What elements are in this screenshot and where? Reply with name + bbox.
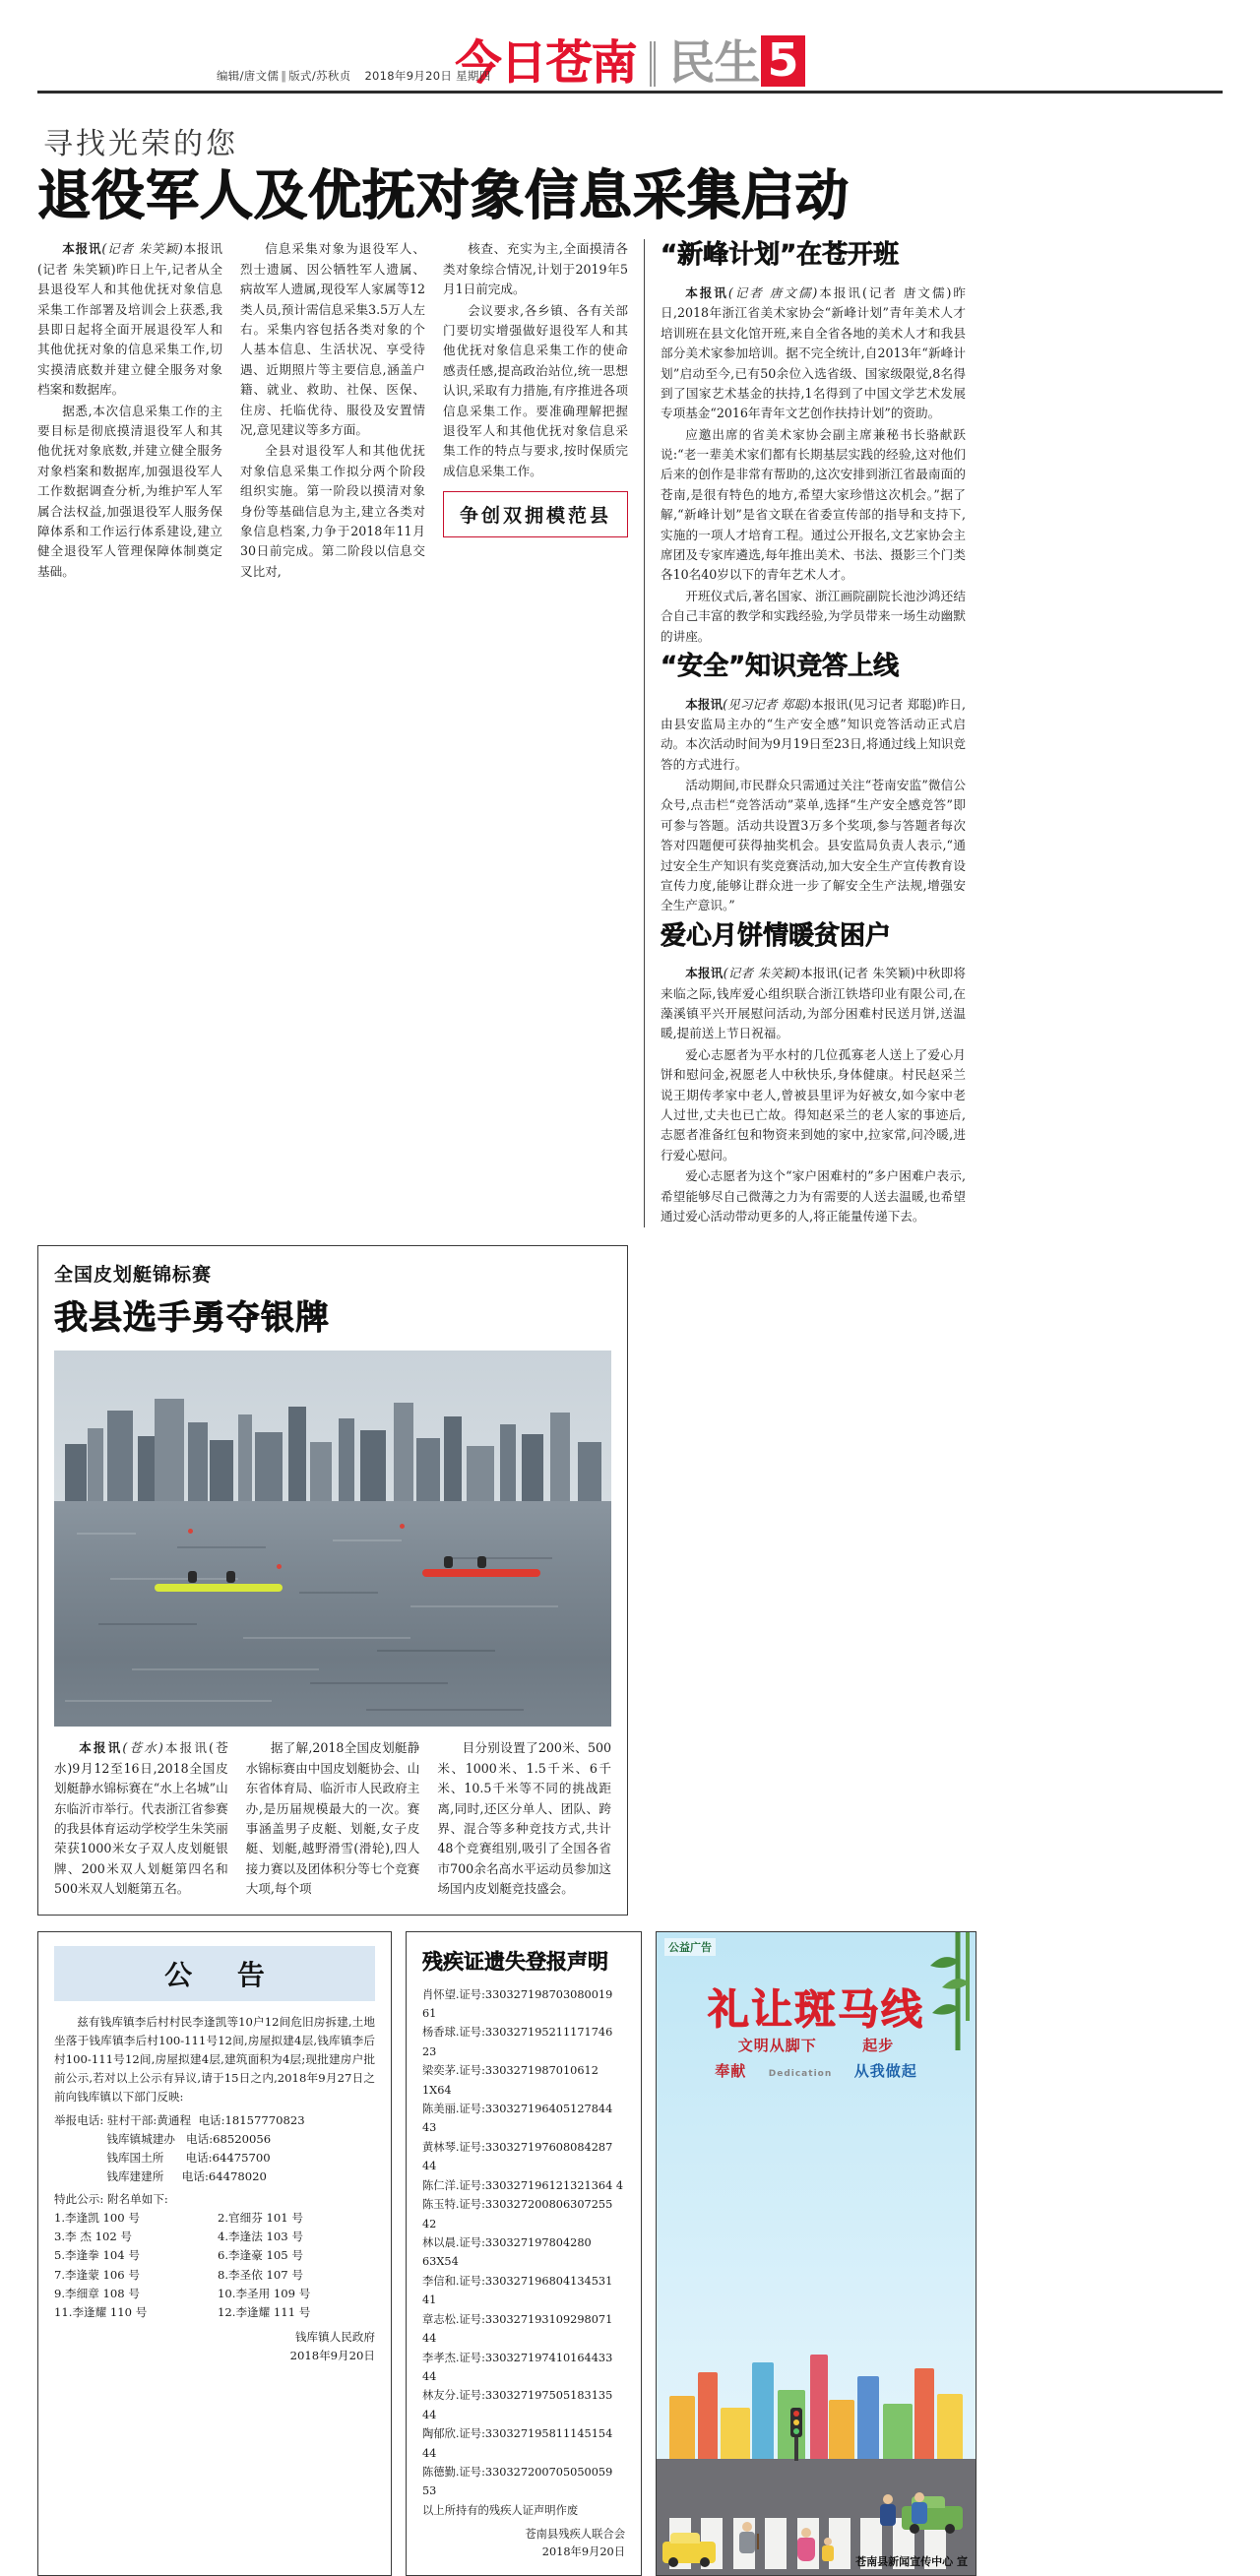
notice-hotline-label: 举报电话: (54, 2113, 103, 2127)
lead-col2-text (240, 239, 425, 582)
caption-col-2 (246, 1738, 420, 1900)
rail-story-1: 本报讯(记者 唐文儒)本报讯(记者 唐文儒)昨日,2018年浙江省美术家协会“新峰计划”青年美术人才培训班在县文化馆开班,来自全省各地的美术人才和我县部分美术家参加培训。据不完全统计,自2013年“新峰计划”启动至今,已有50余位入选省级、国家级限觉,8名得到了国家艺术基金的扶持,1名得到了中国文学艺术发展专项基金“2016年青年文艺创作扶持计划”的资助。 应邀出席的省美术家协会副主席兼秘书长骆献跃说:“老一辈美术家们都有长期基层实践的经验,这对他们后来的创作是非常有帮助的,这次安排到浙江省最南面的苍南,是很有特色的地方,希望大家珍惜这次机会。”据了解,“新峰计划”是省文联在省委宣传部的指导和支持下,实施的一项人才培育工程。通过公开报名,文艺家协会主席团及专家库遴选,每年推出美术、书法、摄影三个门类各10名40岁以下的青年艺术人才。 开班仪式后,著名国家、浙江画院副院长池沙鸿还结合自己丰富的教学和实践经验,为学员带来一场生动幽默的讲座。 (661, 283, 966, 647)
ad-sub-right: 起步 (862, 2037, 894, 2054)
lead-story-columns (37, 239, 628, 1227)
ad-cityscape (657, 2341, 976, 2459)
right-rail (661, 239, 966, 1227)
rail-separator (644, 239, 645, 1227)
caption-col-3 (437, 1738, 611, 1900)
contact-1: 钱库镇城建办 电话:68520056 (54, 2130, 375, 2149)
editor-name: 唐文儒 (244, 69, 279, 83)
masthead-divider (650, 41, 656, 87)
notice-house-list (54, 2209, 375, 2322)
ad-sub-left: 文明从脚下 (738, 2037, 817, 2054)
rail-headline-2: “安全”知识竞答上线 (661, 651, 966, 683)
photo-water (54, 1501, 611, 1727)
kayak-red (422, 1569, 540, 1577)
contact-3: 钱库建建所 电话:64478020 (54, 2168, 375, 2186)
list-item: 5.李逢拳 104 号 (54, 2246, 212, 2265)
list-item: 陈德勤.证号:330327200705050059 53 (422, 2463, 625, 2501)
declaration-footer: 以上所持有的残疾人证声明作废 (422, 2501, 625, 2520)
lead-p2: 据悉,本次信息采集工作的主要目标是彻底摸清退役军人和其他优抚对象底数,并建立健全服务对象档案和数据库,加强退役军人工作数据调查分析,为维护军人军属合法权益,加强退役军人服务保障体系和工作运行体系建设,建立健全退役军人管理保障体制奠定基础。 (37, 402, 222, 583)
pedestrian-officer (880, 2494, 896, 2526)
paddler-2 (226, 1571, 235, 1583)
rail-headline-1: “新峰计划”在苍开班 (661, 239, 966, 272)
top-story-block (37, 239, 1223, 1227)
list-item: 9.李细章 108 号 (54, 2285, 212, 2303)
rail2-p2: 活动期间,市民群众只需通过关注“苍南安监”微信公众号,点击栏“竞答活动”菜单,选择“生产安全感竞答”即可参与答题。活动共设置3万多个奖项,参与答题者每次答对四题便可获得抽奖机会。县安监局负责人表示,“通过安全生产知识有奖竞赛活动,加大安全生产宣传教育设宣传力度,能够让群众进一步了解安全生产法规,增强安全生产意识。” (661, 776, 966, 916)
bottom-row (37, 1931, 1223, 2576)
ad-subline-1 (657, 2035, 976, 2055)
declaration-box (406, 1931, 642, 2576)
pedestrian-man (912, 2492, 927, 2524)
caption-col-1: 本报讯(苍水)本报讯(苍水)9月12至16日,2018全国皮划艇静水锦标赛在“水上名城”山东临沂市举行。代表浙江省参赛的我县体育运动学校学生朱笑丽荣获1000米女子双人皮划艇银牌、200米双人划艇第四名和500米双人划艇第五名。 (54, 1738, 228, 1900)
rail2-p1: 本报讯(见习记者 郑聪)昨日,由县安监局主办的“生产安全感”知识竞答活动正式启动。本次活动时间为9月19日至23日,将通过线上知识竞答的方式进行。 (661, 697, 966, 772)
list-item: 12.李逢耀 111 号 (218, 2303, 375, 2322)
declaration-signer: 苍南县残疾人联合会 (422, 2526, 625, 2544)
lead-column-1 (37, 239, 222, 1227)
photo-skyline (54, 1383, 611, 1501)
list-item: 陈玉特.证号:330327200806307255 42 (422, 2195, 625, 2233)
contact-0: 驻村干部:黄通程 电话:18157770823 (107, 2113, 305, 2127)
list-item: 杨香球.证号:330327195211171746 23 (422, 2023, 625, 2061)
paddler-1 (188, 1571, 197, 1583)
rail1-p2: 应邀出席的省美术家协会副主席兼秘书长骆献跃说:“老一辈美术家们都有长期基层实践的经验,这对他们后来的创作是非常有帮助的,这次安排到浙江省最南面的苍南,是很有特色的地方,希望大家珍惜这次机会。”据了解,“新峰计划”是省文联在省委宣传部的指导和支持下,实施的一项人才培育工程。通过公开报名,文艺家协会主席团及专家库遴选,每年推出美术、书法、摄影三个门类各10名40岁以下的青年艺术人才。 (661, 425, 966, 586)
lead-p3: 信息采集对象为退役军人、烈士遗属、因公牺牲军人遗属、病故军人遗属,现役军人家属等12类人员,预计需信息采集3.5万人左右。采集内容包括各类对象的个人基本信息、生活状况、享受待遇、近期照片等主要信息,涵盖户籍、就业、救助、社保、医保、住房、托临优待、服役及安置情况,意见建议等多方面。 (240, 239, 425, 440)
list-item: 肖怀望.证号:330327198703080019 61 (422, 1985, 625, 2024)
ad-dedication: Dedication (769, 2069, 833, 2079)
list-item: 林友分.证号:330327197505183135 44 (422, 2386, 625, 2424)
ad-footer: 苍南县新闻宣传中心 宣 (855, 2553, 968, 2569)
photo-feature-kicker: 全国皮划艇锦标赛 (54, 1260, 611, 1287)
list-item: 林以晨.证号:330327197804280 63X54 (422, 2233, 625, 2272)
rail-headline-3: 爱心月饼情暖贫困户 (661, 920, 966, 953)
lead-kicker: 寻找光荣的您 (37, 119, 1223, 162)
list-item: 8.李圣依 107 号 (218, 2266, 375, 2285)
photo-feature (37, 1245, 628, 1915)
list-item: 陶郁欣.证号:330327195811145154 44 (422, 2424, 625, 2463)
lead-p4: 全县对退役军人和其他优抚对象信息采集工作拟分两个阶段组织实施。第一阶段以摸清对象身份等基础信息为主,建立各类对象信息档案,力争于2018年11月30日前完成。第二阶段以信息交叉比对, (240, 441, 425, 582)
ad-subline-2 (657, 2060, 976, 2081)
list-item: 章志松.证号:330327193109298071 44 (422, 2310, 625, 2349)
car-yellow (662, 2542, 716, 2563)
rail3-p2: 爱心志愿者为平水村的几位孤寡老人送上了爱心月饼和慰问金,祝愿老人中秋快乐,身体健康。村民赵采兰说王期传孝家中老人,曾被县里评为好被女,如今家中老人过世,丈夫也已亡故。得知赵采兰的老人家的事迹后,志愿者准备红包和物资来到她的家中,拉家常,问冷暖,进行爱心慰问。 (661, 1045, 966, 1165)
declaration-title: 残疾证遗失登报声明 (422, 1946, 625, 1976)
list-item: 陈仁洋.证号:330327196121321364 4 (422, 2176, 625, 2195)
declaration-list (422, 1985, 625, 2562)
lead-column-3 (443, 239, 628, 1227)
lead-p1: 本报讯(记者 朱笑颖)昨日上午,记者从全县退役军人和其他优抚对象信息采集工作部署及培训会上获悉,我县即日起将全面开展退役军人和其他优抚对象的信息采集工作,切实摸清底数并建立健全服务对象档案和数据库。 (37, 241, 222, 397)
issue-date: 2018年9月20日 星期四 (364, 69, 490, 83)
paddler-4 (477, 1556, 486, 1568)
caption-text-1: 本报讯(苍水)9月12至16日,2018全国皮划艇静水锦标赛在“水上名城”山东临沂市举行。代表浙江省参赛的我县体育运动学校学生朱笑丽荣获1000米女子双人皮划艇银牌、200米双人划艇第四名和500米双人划艇第五名。 (54, 1740, 228, 1896)
list-item: 陈美丽.证号:330327196405127844 43 (422, 2100, 625, 2138)
list-item: 李孝杰.证号:330327197410164433 44 (422, 2349, 625, 2387)
photo-feature-caption (54, 1738, 611, 1900)
notice-signature (54, 2328, 375, 2364)
rail-story-2: 本报讯(见习记者 郑聪)本报讯(见习记者 郑聪)昨日,由县安监局主办的“生产安全感”知识竞答活动正式启动。本次活动时间为9月19日至23日,将通过线上知识竞答的方式进行。 活动期间,市民群众只需通过关注“苍南安监”微信公众号,点击栏“竞答活动”菜单,选择“生产安全感竞答”即可参与答题。活动共设置3万多个奖项,参与答题者每次答对四题便可获得抽奖机会。县安监局负责人表示,“通过安全生产知识有奖竞赛活动,加大安全生产宣传教育设宣传力度,能够让群众进一步了解安全生产法规,增强安全生产意识。” (661, 695, 966, 916)
masthead-title: 今日苍南 (455, 40, 636, 87)
list-item: 7.李逢蒙 106 号 (54, 2266, 212, 2285)
section-badge (668, 35, 804, 87)
kayak-race-photo (54, 1351, 611, 1727)
notice-list-label: 特此公示: 附名单如下: (54, 2190, 375, 2209)
slogan-box (443, 491, 628, 537)
editor-label: 编辑/ (217, 69, 244, 83)
traffic-light-icon (790, 2408, 802, 2461)
list-item: 黄林琴.证号:330327197608084287 44 (422, 2138, 625, 2176)
caption-text-2: 据了解,2018全国皮划艇静水锦标赛由中国皮划艇协会、山东省体育局、临沂市人民政府主办,是历届规模最大的一次。赛事涵盖男子皮艇、划艇,女子皮艇、划艇,越野滑雪(滑轮),四人接力赛以及团体积分等七个竞赛大项,每个项 (246, 1738, 420, 1899)
declaration-sign-date: 2018年9月20日 (422, 2544, 625, 2561)
list-item: 10.李圣用 109 号 (218, 2285, 375, 2303)
public-notice-title: 公 告 (54, 1946, 375, 2001)
list-item: 11.李逢耀 110 号 (54, 2303, 212, 2322)
public-notice-body (54, 2013, 375, 2365)
ad-sub2-right: 从我做起 (854, 2062, 917, 2080)
lead-headline-block (37, 94, 1223, 239)
section-number: 5 (761, 35, 804, 87)
rail-story-3: 本报讯(记者 朱笑颖)本报讯(记者 朱笑颖)中秋即将来临之际,钱库爱心组织联合浙江铁塔印业有限公司,在藻溪镇平兴开展慰问活动,为部分困难村民送月饼,送温暖,提前送上节日祝福。 爱心志愿者为平水村的几位孤寡老人送上了爱心月饼和慰问金,祝愿老人中秋快乐,身体健康。村民赵采兰说王期传孝家中老人,曾被县里评为好被女,如今家中老人过世,丈夫也已亡故。得知赵采兰的老人家的事迹后,志愿者准备红包和物资来到她的家中,拉家常,问冷暖,进行爱心慰问。 爱心志愿者为这个“家户困难村的”多户困难户表示,希望能够尽自己微薄之力为有需要的人送去温暖,也希望通过爱心活动带动更多的人,将正能量传递下去。 (661, 964, 966, 1226)
caption-text-3: 目分别设置了200米、500米、1000米、1.5千米、6千米、10.5千米等不同的挑战距离,同时,还区分单人、团队、跨界、混合等多种竞技方式,共计48个竞赛组别,吸引了全国各省市700余名高水平运动员参加这场国内皮划艇竞技盛会。 (437, 1738, 611, 1899)
ad-tag: 公益广告 (664, 1938, 716, 1956)
pedestrian-woman (797, 2528, 815, 2561)
list-item: 3.李 杰 102 号 (54, 2228, 212, 2246)
credit-separator: ‖ (281, 69, 286, 83)
pedestrian-elder (739, 2522, 755, 2553)
kayak-yellow (155, 1584, 283, 1592)
photo-feature-headline: 我县选手勇夺银牌 (54, 1290, 611, 1339)
declaration-signature (422, 2526, 625, 2561)
lead-headline: 退役军人及优抚对象信息采集启动 (37, 166, 1223, 225)
ad-sub2-left: 奉献 (715, 2062, 746, 2080)
list-item: 4.李逢法 103 号 (218, 2228, 375, 2246)
pedestrian-child (822, 2538, 834, 2561)
contact-2: 钱库国土所 电话:64475700 (54, 2149, 375, 2168)
list-item: 梁奕茅.证号:3303271987010612 1X64 (422, 2061, 625, 2100)
rail3-p1: 本报讯(记者 朱笑颖)中秋即将来临之际,钱库爱心组织联合浙江铁塔印业有限公司,在藻溪镇平兴开展慰问活动,为部分困难村民送月饼,送温暖,提前送上节日祝福。 (661, 966, 966, 1040)
lead-p5: 核查、充实为主,全面摸清各类对象综合情况,计划于2019年5月1日前完成。 (443, 239, 628, 299)
lead-p6: 会议要求,各乡镇、各有关部门要切实增强做好退役军人和其他优抚对象信息采集工作的使命感责任感,提高政治站位,统一思想认识,采取有力措施,有序推进各项信息采集工作。要准确理解把握退役军人和其他优抚对象信息采集工作的特点与要求,按时保质完成信息采集工作。 (443, 301, 628, 482)
list-item: 6.李逢豪 105 号 (218, 2246, 375, 2265)
masthead-credits (217, 68, 491, 84)
public-service-ad (656, 1931, 976, 2576)
paddler-3 (444, 1556, 453, 1568)
list-item: 2.官细芬 101 号 (218, 2209, 375, 2228)
section-name: 民生 (668, 40, 759, 87)
ad-headline: 礼让斑马线 (657, 1978, 976, 2037)
rail1-p1: 本报讯(记者 唐文儒)昨日,2018年浙江省美术家协会“新峰计划”青年美术人才培训班在县文化馆开班,来自全省各地的美术人才和我县部分美术家参加培训。据不完全统计,自2013年“新峰计划”启动至今,已有50余位入选省级、国家级限觉,8名得到了国家艺术基金的扶持,1名得到了中国文学艺术发展专项基金“2016年青年文艺创作扶持计划”的资助。 (661, 285, 966, 420)
layout-label: 版式/ (288, 69, 316, 83)
list-item: 1.李逢凯 100 号 (54, 2209, 212, 2228)
notice-signer: 钱库镇人民政府 (54, 2328, 375, 2347)
slogan-text: 争创双拥模范县 (448, 501, 623, 528)
lead-col3-text (443, 239, 628, 481)
rail3-p3: 爱心志愿者为这个“家户困难村的”多户困难户表示,希望能够尽自己微薄之力为有需要的人送去温暖,也希望通过爱心活动带动更多的人,将正能量传递下去。 (661, 1166, 966, 1226)
lead-col1-text: 本报讯(记者 朱笑颖)本报讯(记者 朱笑颖)昨日上午,记者从全县退役军人和其他优抚对象信息采集工作部署及培训会上获悉,我县即日起将全面开展退役军人和其他优抚对象的信息采集工作,切实摸清底数并建立健全服务对象档案和数据库。 据悉,本次信息采集工作的主要目标是彻底摸清退役军人和其他优抚对象底数,并建立健全服务对象档案和数据库,加强退役军人工作数据调查分析,为维护军人军属合法权益,加强退役军人服务保障体系和工作运行体系建设,建立健全退役军人管理保障体制奠定基础。 (37, 239, 222, 582)
notice-sign-date: 2018年9月20日 (54, 2347, 375, 2365)
layout-name: 苏秋贞 (316, 69, 350, 83)
notice-paragraph: 兹有钱库镇李后村村民李逢凯等10户12间危旧房拆建,土地坐落于钱库镇李后村100-111号12间,房屋拟建4层,钱库镇李后村100-111号12间,房屋拟建4层,建筑面积为4层;现批建房户批前公示,若对以上公示有异议,请于15日之内,2018年9月27日之前向钱库镇以下部门反映: (54, 2013, 375, 2107)
public-notice-box (37, 1931, 392, 2576)
rail1-p3: 开班仪式后,著名国家、浙江画院副院长池沙鸿还结合自己丰富的教学和实践经验,为学员带来一场生动幽默的讲座。 (661, 587, 966, 647)
list-item: 李信和.证号:330327196804134531 41 (422, 2272, 625, 2310)
masthead-logo-group (455, 35, 804, 87)
lead-column-2 (240, 239, 425, 1227)
masthead (37, 0, 1223, 91)
